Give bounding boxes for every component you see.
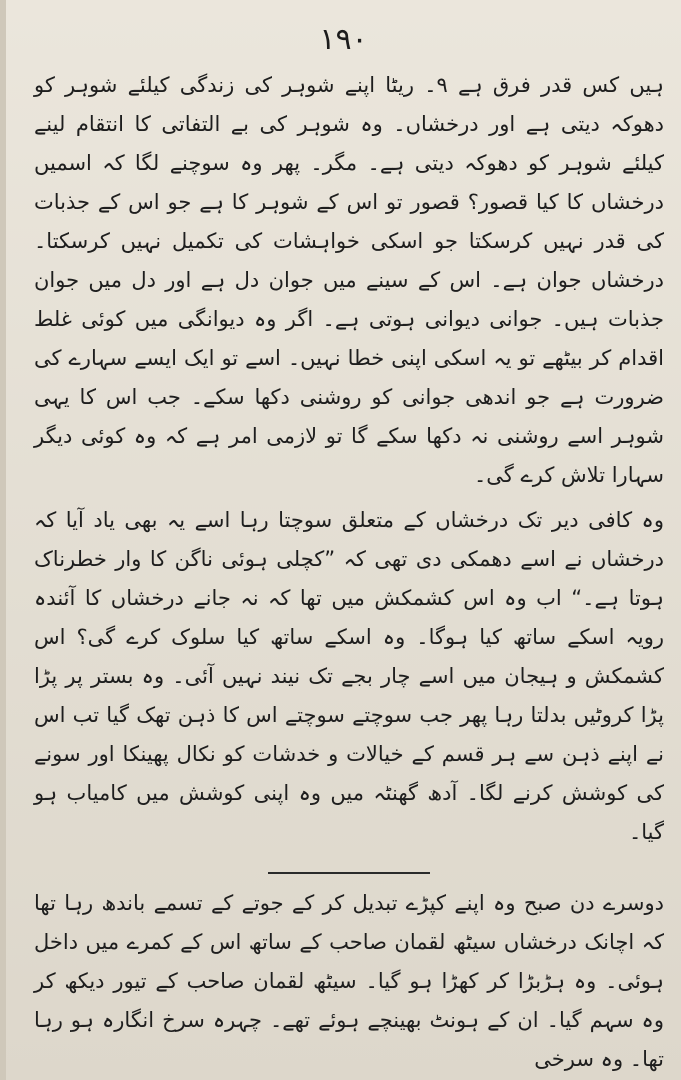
page-number: ۱۹۰ bbox=[319, 22, 368, 57]
section-divider bbox=[264, 872, 434, 874]
paragraph-2: وہ کافی دیر تک درخشاں کے متعلق سوچتا رہا اسے یہ بھی یاد آیا کہ درخشاں نے اسے دھمکی دی تھی کہ ”کچلی ہوئی ناگن کا وار خطرناک ہوتا ہے۔“ اب وہ اس کشمکش میں تھا کہ نہ جانے درخشاں کا آئندہ رویہ اسکے ساتھ کیا ہوگا۔ وہ اسکے ساتھ کیا سلوک کرے گی؟ اس کشمکش و ہیجان میں اسے چار بجے تک نیند نہیں آئی۔ وہ بستر پر پڑا پڑا کروٹیں بدلتا رہا پھر جب سوچتے سوچتے اس کا ذہن تھک گیا تب اس نے اپنے ذہن سے ہر قسم کے خیالات و خدشات کو نکال پھینکا اور سونے کی کوشش کرنے لگا۔ آدھ گھنٹہ میں وہ اپنی کوشش میں کامیاب ہو گیا۔ bbox=[34, 508, 664, 844]
paragraph-3: دوسرے دن صبح وہ اپنے کپڑے تبدیل کر کے جوتے کے تسمے باندھ رہا تھا کہ اچانک درخشاں سیٹھ لقمان صاحب کے ساتھ اس کے کمرے میں داخل ہوئی۔ وہ ہڑبڑا کر کھڑا ہو گیا۔ سیٹھ لقمان صاحب کے تیور دیکھ کر وہ سہم گیا۔ ان کے ہونٹ بھینچے ہوئے تھے۔ چہرہ سرخ انگارہ ہو رہا تھا۔ وہ سرخی bbox=[34, 891, 664, 1071]
body-text bbox=[34, 66, 664, 1079]
paragraph-1: ہیں کس قدر فرق ہے ۹۔ ریٹا اپنے شوہر کی زندگی کیلئے شوہر کو دھوکہ دیتی ہے اور درخشاں۔ وہ شوہر کی بے التفاتی کا انتقام لینے کیلئے شوہر کو دھوکہ دیتی ہے۔ مگر۔ پھر وہ سوچنے لگا کہ اسمیں درخشاں کا کیا قصور؟ قصور تو اس کے شوہر کا ہے جو اس کے جذبات کی قدر نہیں کرسکتا جو اسکی خواہشات کی تکمیل نہیں کرسکتا۔ درخشاں جوان ہے۔ اس کے سینے میں جوان دل ہے اور دل میں جوان جذبات ہیں۔ جوانی دیوانی ہوتی ہے۔ اگر وہ دیوانگی میں کوئی غلط اقدام کر بیٹھے تو یہ اسکی اپنی خطا نہیں۔ اسے تو ایک ایسے سہارے کی ضرورت ہے جو اندھی جوانی کو روشنی دکھا سکے۔ جب اس کا یہی شوہر اسے روشنی نہ دکھا سکے گا تو لازمی امر ہے کہ وہ کوئی دیگر سہارا تلاش کرے گی۔ bbox=[34, 73, 664, 487]
divider-line bbox=[268, 872, 430, 874]
